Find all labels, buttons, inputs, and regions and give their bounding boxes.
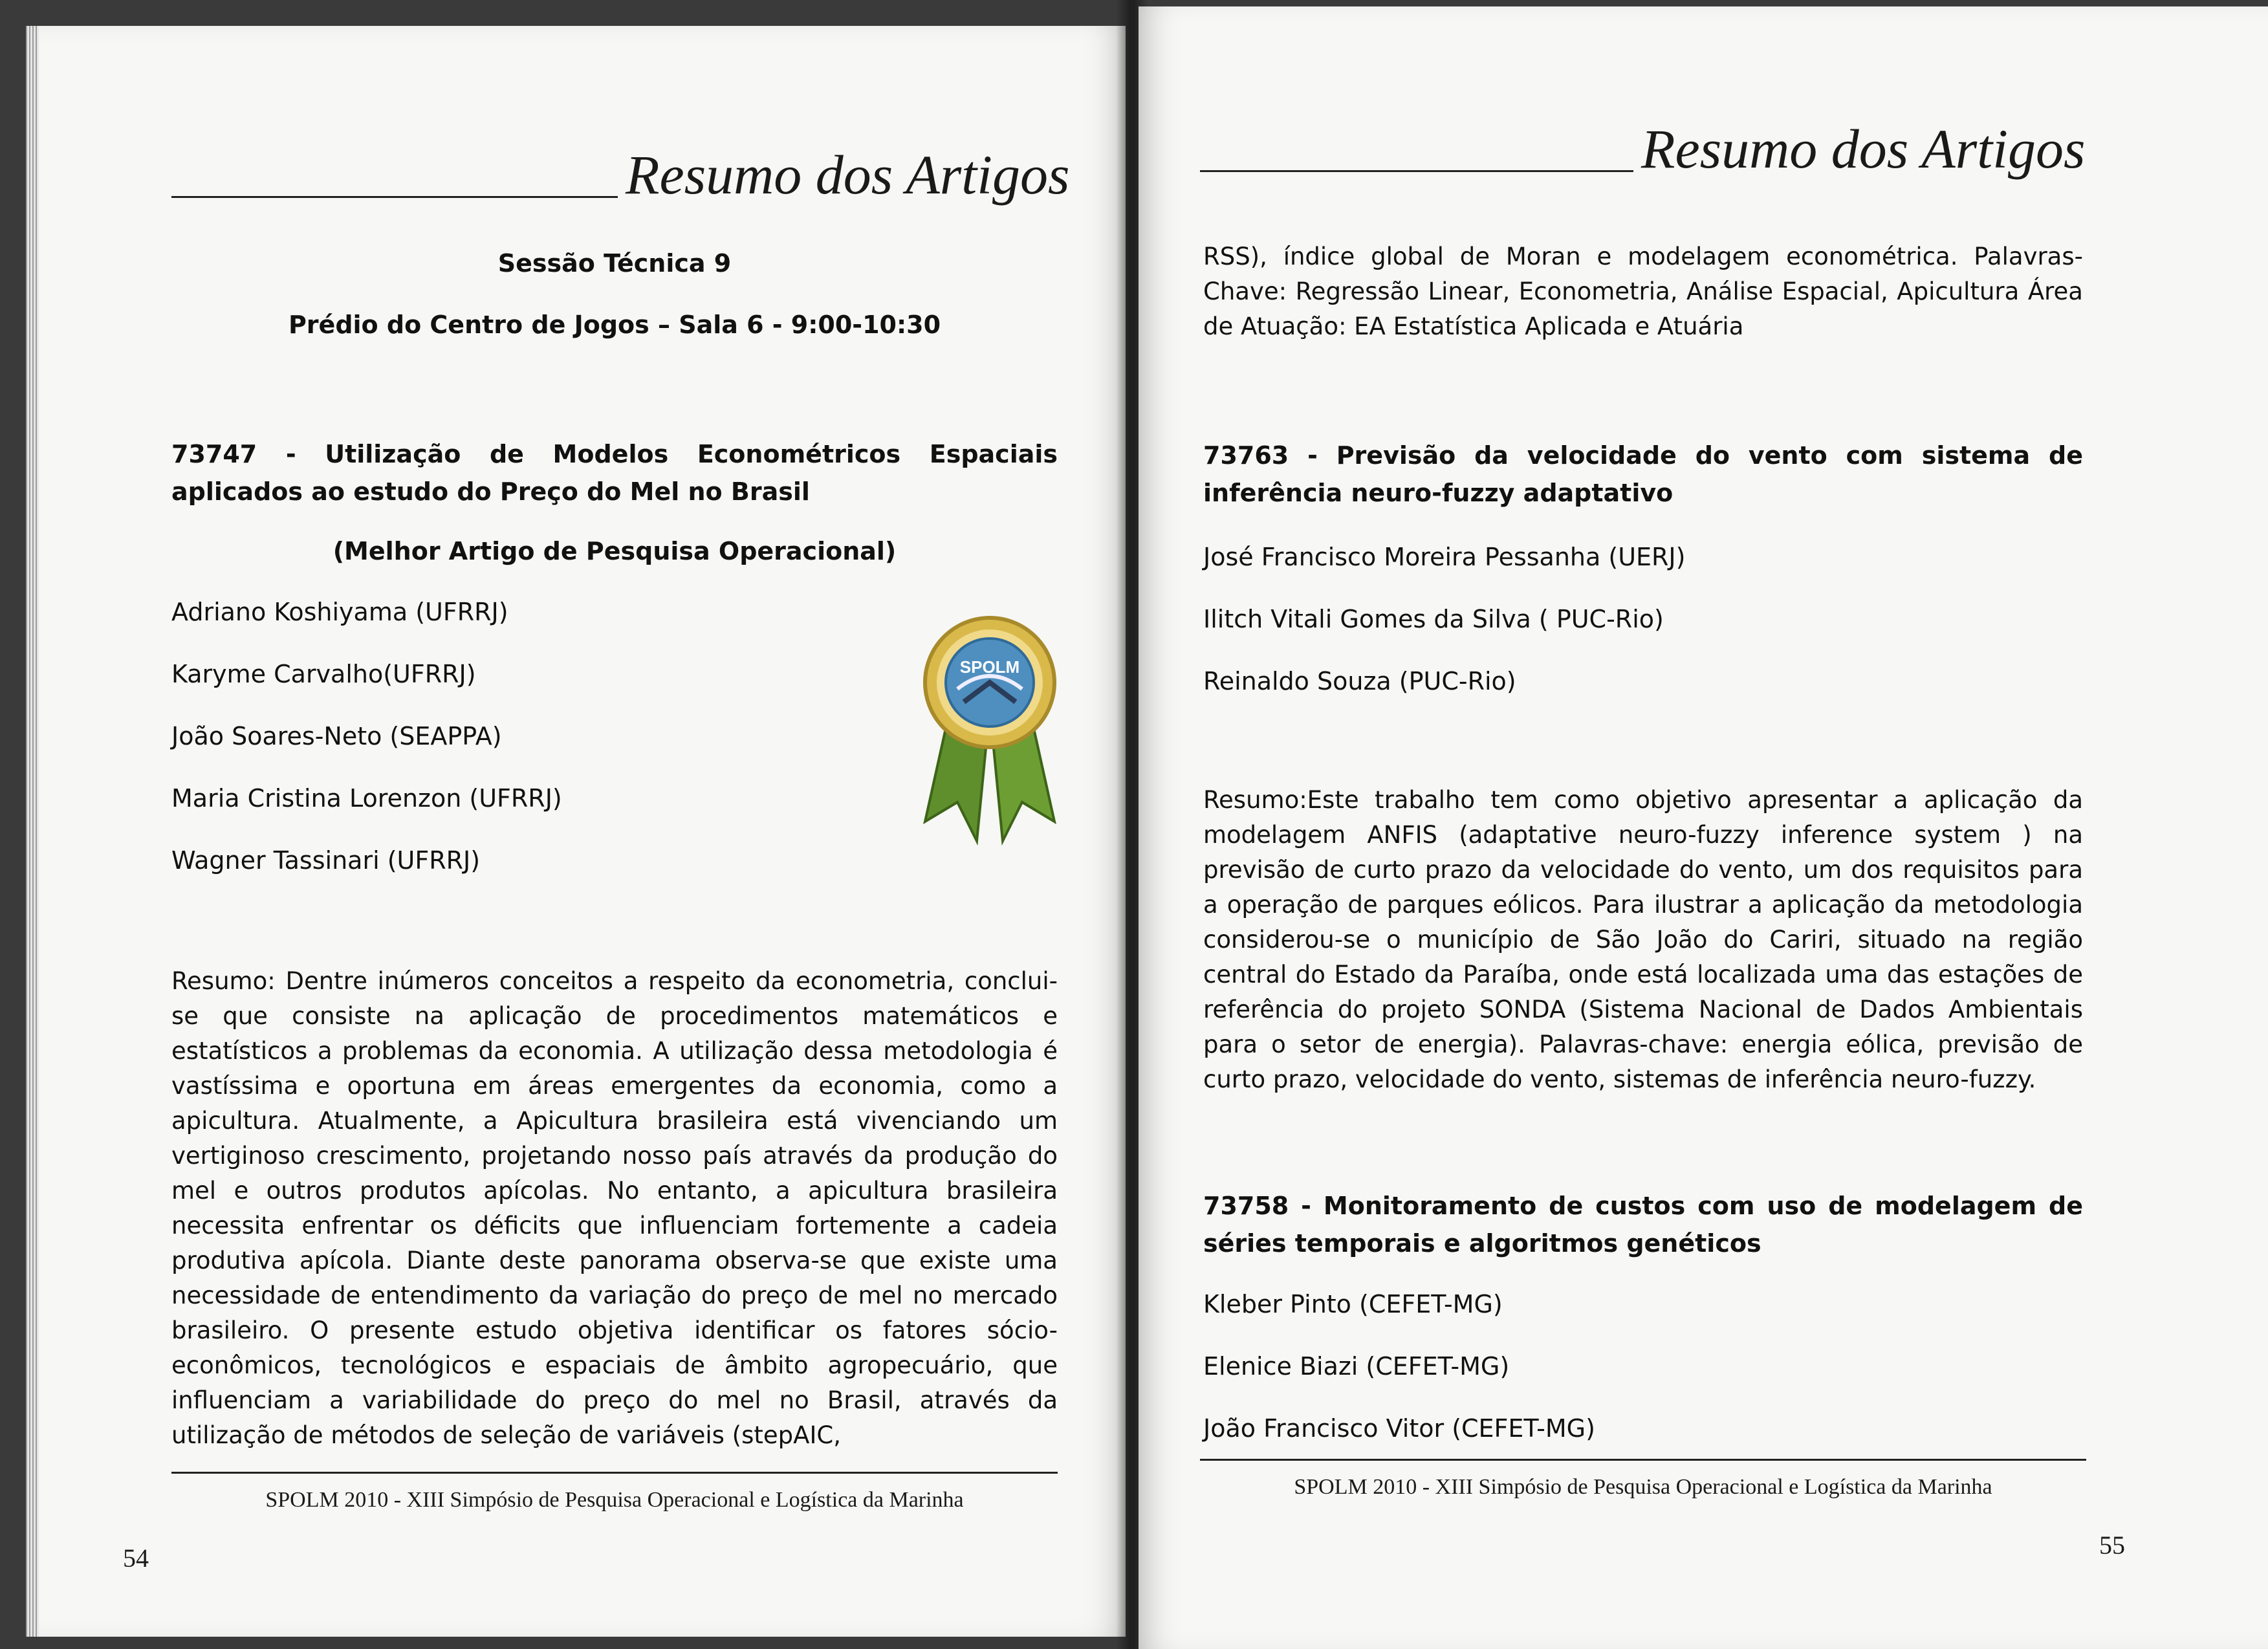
author: José Francisco Moreira Pessanha (UERJ) bbox=[1203, 543, 1686, 571]
author: Kleber Pinto (CEFET-MG) bbox=[1203, 1290, 1503, 1318]
left-header bbox=[171, 142, 1069, 207]
author: João Soares-Neto (SEAPPA) bbox=[171, 722, 502, 750]
author: Reinaldo Souza (PUC-Rio) bbox=[1203, 667, 1516, 695]
author: Elenice Biazi (CEFET-MG) bbox=[1203, 1352, 1510, 1381]
footer-text: SPOLM 2010 - XIII Simpósio de Pesquisa Operacional e Logística da Marinha bbox=[1294, 1475, 1992, 1499]
right-header bbox=[1200, 116, 2085, 181]
abstract-paragraph: Resumo: Dentre inúmeros conceitos a respeito da econometria, conclui-se que consiste na aplicação de procedimentos matemáticos e estatísticos a problemas da economia. A utilização dessa metodologia é vastíssima e oportuna em áreas emergentes da economia, como a apicultura. Atualmente, a Apicultura brasileira está vivenciando um vertiginoso crescimento, projetando nosso país através da produção do mel e outros produtos apícolas. No entanto, a apicultura brasileira necessita enfrentar os déficits que influenciam fortemente a cadeia produtiva apícola. Diante deste panorama observa-se que existe uma necessidade de entendimento da variação do preço de mel no mercado brasileiro. O presente estudo objetiva identificar os fatores sócio-econômicos, tecnológicos e espaciais de âmbito agropecuário, que influenciam a variabilidade do preço do mel no Brasil, através da utilização de métodos de seleção de variáveis (stepAIC, bbox=[171, 967, 1058, 1449]
author: Karyme Carvalho(UFRRJ) bbox=[171, 660, 476, 688]
article-title: 73747 - Utilização de Modelos Econométricos Espaciais aplicados ao estudo do Preço do Mel no Brasil bbox=[171, 440, 1058, 506]
author: Wagner Tassinari (UFRRJ) bbox=[171, 846, 481, 875]
page-number: 55 bbox=[2099, 1531, 2125, 1560]
article-title: 73763 - Previsão da velocidade do vento com sistema de inferência neuro-fuzzy adaptativo bbox=[1203, 441, 2083, 507]
abstract-continuation: RSS), índice global de Moran e modelagem econométrica. Palavras-Chave: Regressão Linear, Econometria, Análise Espacial, Apicultura Área de Atuação: EA Estatística Aplicada e Atuária bbox=[1203, 243, 2083, 340]
session-location: Prédio do Centro de Jogos – Sala 6 - 9:00-10:30 bbox=[288, 311, 941, 339]
footer-rule bbox=[171, 1472, 1058, 1474]
author: Maria Cristina Lorenzon (UFRRJ) bbox=[171, 784, 562, 813]
left-page bbox=[39, 26, 1126, 1637]
author-list bbox=[1203, 543, 1915, 730]
page-number: 54 bbox=[123, 1544, 149, 1573]
left-footer bbox=[171, 1472, 1058, 1512]
header-title: Resumo dos Artigos bbox=[626, 144, 1070, 206]
article-title: 73758 - Monitoramento de custos com uso de modelagem de séries temporais e algoritmos genéticos bbox=[1203, 1192, 2083, 1258]
right-footer bbox=[1200, 1459, 2086, 1500]
author-list bbox=[171, 598, 883, 909]
award-label: (Melhor Artigo de Pesquisa Operacional) bbox=[333, 537, 897, 565]
header-title: Resumo dos Artigos bbox=[1641, 118, 2086, 180]
header-rule bbox=[171, 196, 618, 198]
header-rule bbox=[1200, 170, 1633, 172]
award-seal-icon bbox=[912, 608, 1067, 880]
right-page bbox=[1139, 6, 2268, 1649]
footer-text: SPOLM 2010 - XIII Simpósio de Pesquisa Operacional e Logística da Marinha bbox=[265, 1488, 964, 1512]
seal-label: SPOLM bbox=[959, 657, 1020, 677]
author: João Francisco Vitor (CEFET-MG) bbox=[1203, 1414, 1595, 1443]
author-list bbox=[1203, 1291, 1915, 1477]
footer-rule bbox=[1200, 1459, 2086, 1461]
abstract-paragraph: Resumo:Este trabalho tem como objetivo apresentar a aplicação da modelagem ANFIS (adaptative neuro-fuzzy inference system ) na previsão de curto prazo da velocidade do vento, um dos requisitos para a operação de parques eólicos. Para ilustrar a aplicação da metodologia considerou-se o município de São João do Cariri, situado na região central do Estado da Paraíba, onde está localizada uma das estações de referência do projeto SONDA (Sistema Nacional de Dados Ambientais para o setor de energia). Palavras-chave: energia eólica, previsão de curto prazo, velocidade do vento, sistemas de inferência neuro-fuzzy. bbox=[1203, 786, 2083, 1093]
session-title: Sessão Técnica 9 bbox=[497, 249, 732, 278]
author: Ilitch Vitali Gomes da Silva ( PUC-Rio) bbox=[1203, 605, 1664, 633]
author: Adriano Koshiyama (UFRRJ) bbox=[171, 598, 508, 626]
